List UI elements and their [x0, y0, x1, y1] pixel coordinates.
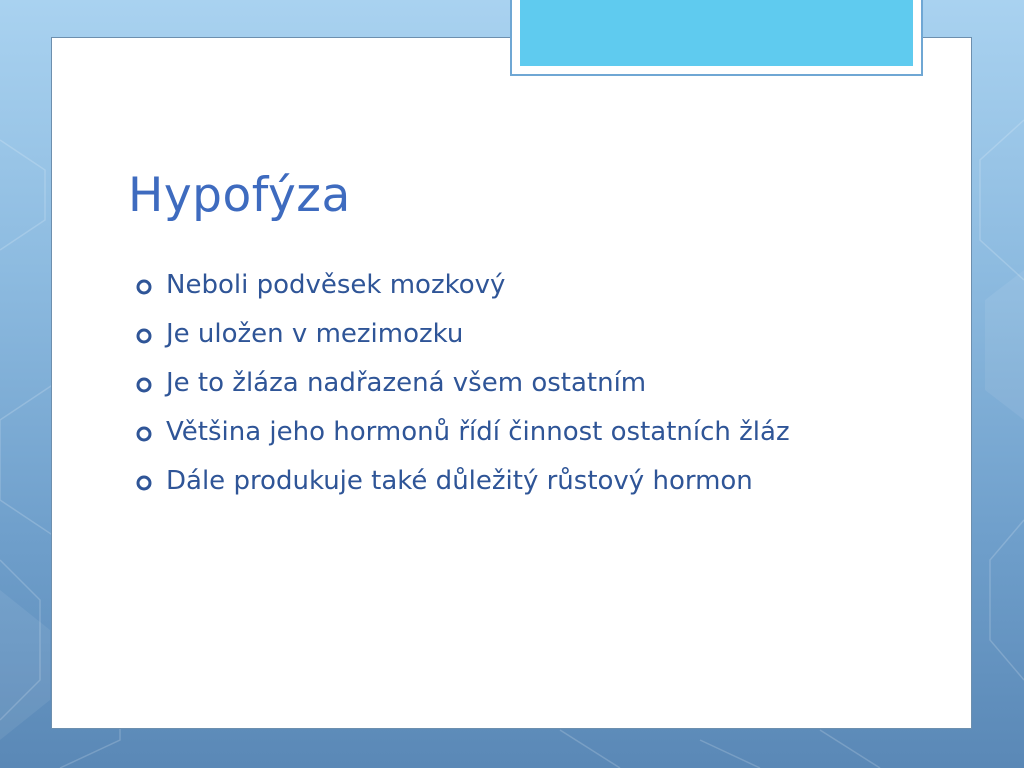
circle-arrow-right-icon: [136, 426, 152, 442]
circle-arrow-right-icon: [136, 328, 152, 344]
accent-banner-fill: [520, 0, 913, 66]
list-item: [136, 413, 816, 451]
slide-title: Hypofýza: [128, 168, 351, 223]
list-item: [136, 462, 816, 500]
list-item: [136, 315, 816, 353]
bullet-text: Neboli podvěsek mozkový: [166, 270, 506, 300]
list-item: [136, 266, 816, 304]
bullet-text: Většina jeho hormonů řídí činnost ostatních žláz: [166, 417, 790, 447]
circle-arrow-right-icon: [136, 279, 152, 295]
bullet-list: [136, 266, 816, 511]
circle-arrow-right-icon: [136, 475, 152, 491]
bullet-text: Je uložen v mezimozku: [166, 319, 464, 349]
bullet-text: Dále produkuje také důležitý růstový hormon: [166, 466, 753, 496]
bullet-text: Je to žláza nadřazená všem ostatním: [166, 368, 647, 398]
list-item: [136, 364, 816, 402]
circle-arrow-right-icon: [136, 377, 152, 393]
accent-banner-frame: [510, 0, 923, 76]
